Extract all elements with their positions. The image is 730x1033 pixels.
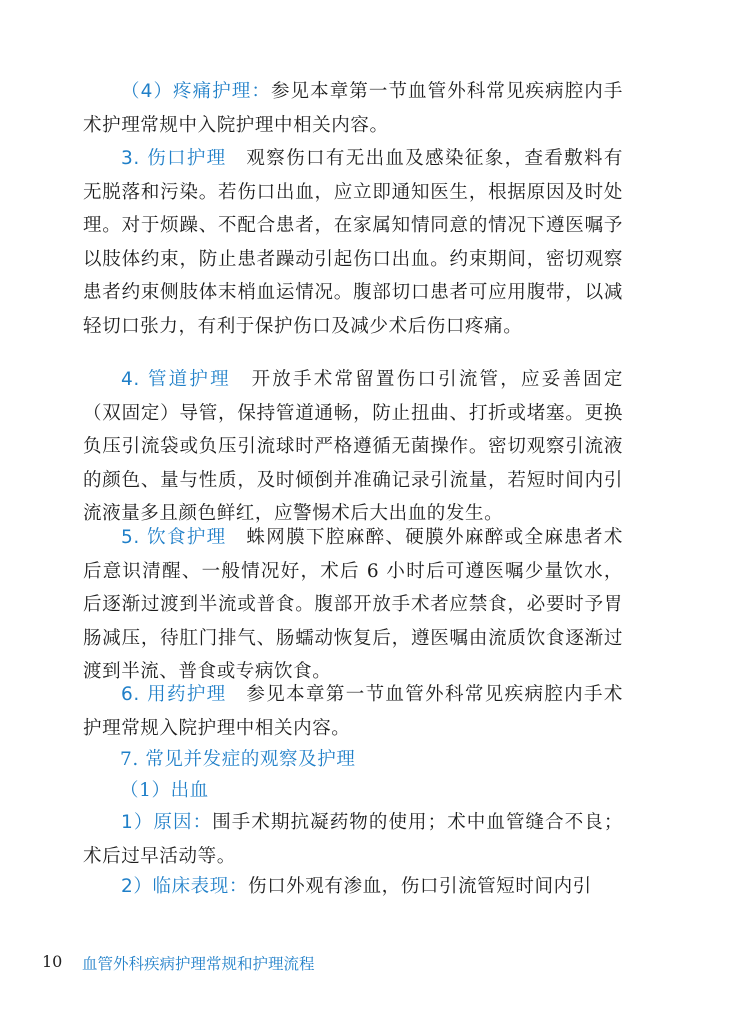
paragraph-tube-care bbox=[83, 363, 623, 531]
paragraph-cause bbox=[83, 806, 623, 873]
paragraph-medication-care bbox=[83, 678, 623, 745]
heading-bleeding: （1）出血 bbox=[120, 780, 209, 801]
body-clinical: 伤口外观有渗血，伤口引流管短时间内引 bbox=[247, 876, 592, 897]
paragraph-diet-care bbox=[83, 521, 623, 689]
heading-pain-care: （4）疼痛护理： bbox=[121, 81, 271, 102]
heading-wound-care: 3. 伤口护理 bbox=[121, 148, 227, 169]
paragraph-wound-care bbox=[83, 142, 623, 343]
body-wound-care: 观察伤口有无出血及感染征象，查看敷料有无脱落和污染。若伤口出血，应立即通知医生，根据原因及时处理。对于烦躁、不配合患者，在家属知情同意的情况下遵医嘱予以肢体约束，防止患者躁动引起伤口出血。约束期间，密切观察患者约束侧肢体末梢血运情况。腹部切口患者可应用腹带，以减轻切口张力，有利于保护伤口及减少术后伤口疼痛。 bbox=[83, 148, 623, 337]
heading-cause: 1）原因： bbox=[121, 812, 213, 833]
body-cause: 围手术期抗凝药物的使用；术中血管缝合不良；术后过早活动等。 bbox=[83, 812, 623, 867]
paragraph-pain-care bbox=[83, 75, 623, 142]
body-pain-care: 参见本章第一节血管外科常见疾病腔内手术护理常规中入院护理中相关内容。 bbox=[83, 81, 623, 136]
paragraph-clinical bbox=[83, 870, 623, 904]
heading-diet-care: 5. 饮食护理 bbox=[121, 527, 227, 548]
heading-clinical: 2）临床表现： bbox=[121, 876, 248, 897]
heading-complications: 7. 常见并发症的观察及护理 bbox=[120, 749, 356, 770]
body-tube-care: 开放手术常留置伤口引流管，应妥善固定（双固定）导管，保持管道通畅，防止扭曲、打折或堵塞。更换负压引流袋或负压引流球时严格遵循无菌操作。密切观察引流液的颜色、量与性质，及时倾倒并准确记录引流量，若短时间内引流液量多且颜色鲜红，应警惕术后大出血的发生。 bbox=[83, 369, 623, 524]
page-number: 10 bbox=[42, 952, 63, 971]
heading-tube-care: 4. 管道护理 bbox=[121, 369, 231, 390]
body-medication-care: 参见本章第一节血管外科常见疾病腔内手术护理常规入院护理中相关内容。 bbox=[83, 684, 623, 739]
running-title: 血管外科疾病护理常规和护理流程 bbox=[82, 955, 315, 973]
heading-medication-care: 6. 用药护理 bbox=[121, 684, 227, 705]
body-diet-care: 蛛网膜下腔麻醉、硬膜外麻醉或全麻患者术后意识清醒、一般情况好，术后 6 小时后可遵医嘱少量饮水，后逐渐过渡到半流或普食。腹部开放手术者应禁食，必要时予胃肠减压，待肛门排气、肠蠕动恢复后，遵医嘱由流质饮食逐渐过渡到半流、普食或专病饮食。 bbox=[83, 527, 623, 682]
